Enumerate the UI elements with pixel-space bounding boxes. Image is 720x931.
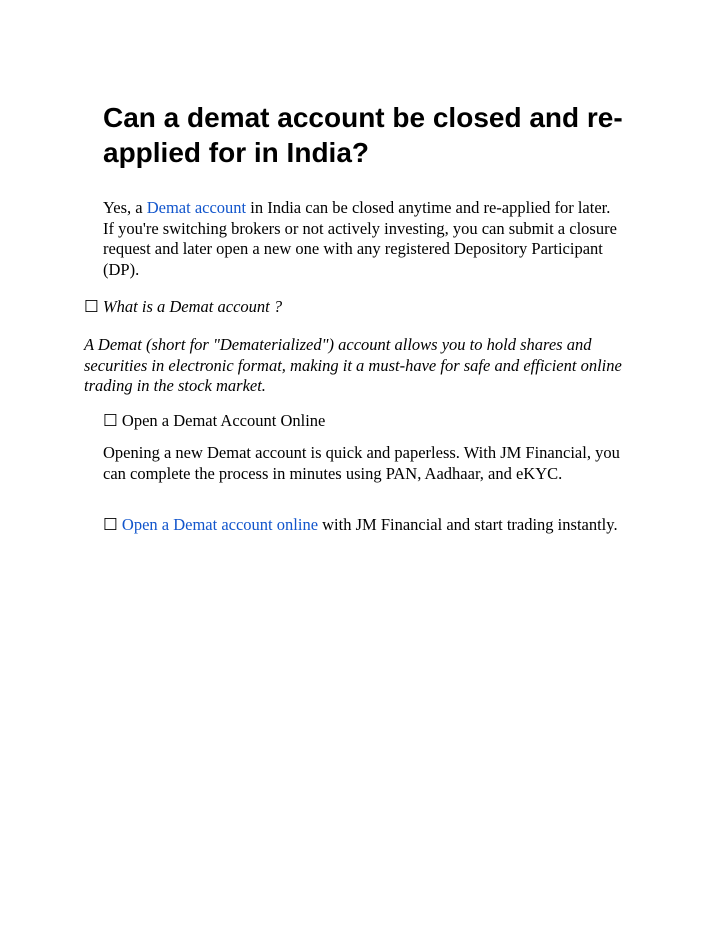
checkbox-icon: ☐ xyxy=(103,411,118,430)
intro-text-after: in India can be closed anytime and re-applied for later. If you're switching brokers or not actively investing, you can submit a closure request and later open a new one with any registered Depository Participant (DP). xyxy=(103,198,617,280)
section-heading xyxy=(103,411,643,432)
checkbox-icon: ☐ xyxy=(84,297,99,316)
demat-account-link[interactable]: Demat account xyxy=(146,198,247,217)
question-heading xyxy=(84,297,644,318)
section-body: Opening a new Demat account is quick and paperless. With JM Financial, you can complete the process in minutes using PAN, Aadhaar, and eKYC. xyxy=(103,443,620,483)
cta-paragraph xyxy=(103,515,643,536)
page-title: Can a demat account be closed and re-applied for in India? xyxy=(103,102,623,168)
intro-paragraph xyxy=(103,198,623,281)
open-demat-account-link[interactable]: Open a Demat account online xyxy=(121,515,319,534)
cta-text-after: with JM Financial and start trading instantly. xyxy=(318,515,618,534)
checkbox-icon: ☐ xyxy=(103,515,118,534)
question-text: What is a Demat account ? xyxy=(102,297,283,316)
intro-text-before: Yes, a xyxy=(103,198,147,217)
section-heading-text: Open a Demat Account Online xyxy=(121,411,326,430)
question-answer: A Demat (short for "Dematerialized") account allows you to hold shares and securities in electronic format, making it a must-have for safe and efficient online trading in the stock market. xyxy=(84,335,622,396)
